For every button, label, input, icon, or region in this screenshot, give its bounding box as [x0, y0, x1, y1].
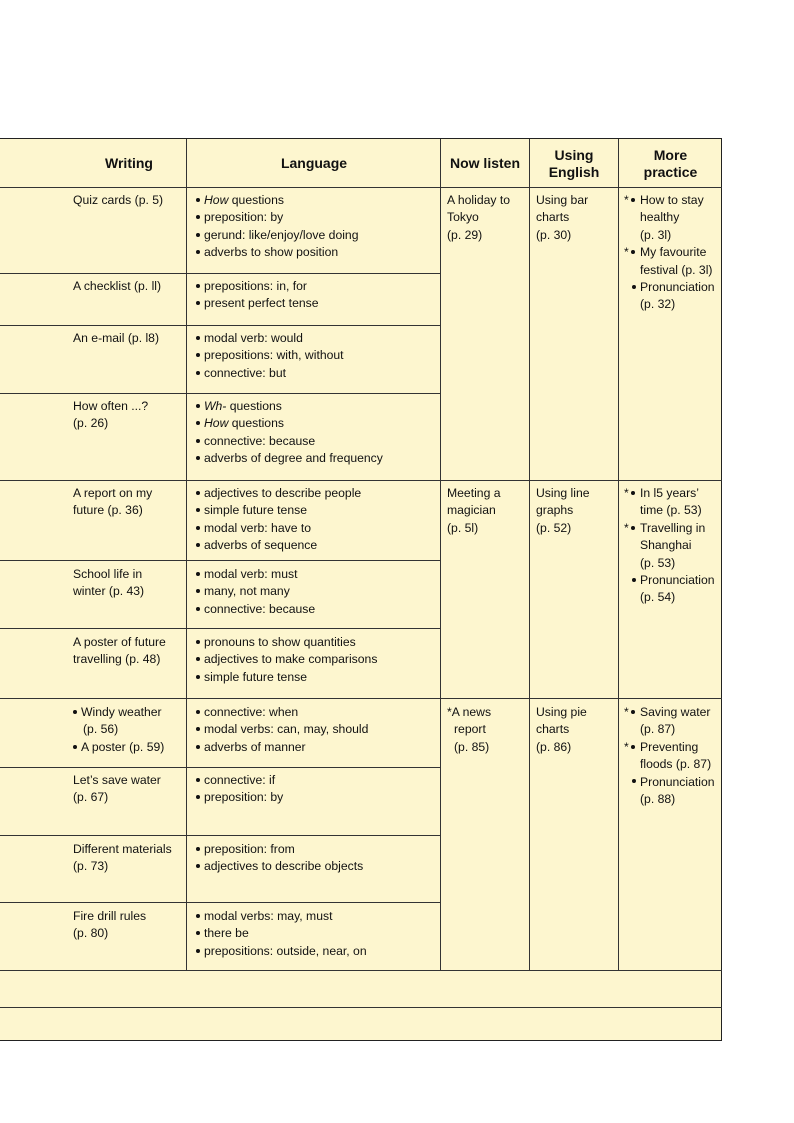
more-practice-text: (p. 3l): [640, 227, 672, 242]
more-practice-text: Pronunciation: [640, 774, 715, 789]
bullet-icon: [196, 421, 200, 425]
col-divider: [618, 139, 619, 971]
bullet-icon: [631, 710, 635, 714]
bullet-icon: [196, 795, 200, 799]
language-text: adverbs of degree and frequency: [204, 451, 383, 466]
more-practice-text: How to stay: [640, 193, 704, 207]
writing-text: travelling (p. 48): [73, 652, 161, 667]
writing-text: Windy weather: [81, 705, 162, 719]
writing-text: A checklist (p. ll): [73, 279, 162, 293]
header-more-practice: More practice: [643, 147, 698, 180]
bullet-icon: [196, 284, 200, 288]
bullet-icon: [196, 778, 200, 782]
writing-cell: [73, 772, 161, 807]
now-listen-cell: [447, 192, 510, 244]
bullet-icon: [196, 198, 200, 202]
language-text: connective: when: [204, 705, 299, 719]
more-practice-text: Travelling in: [640, 520, 706, 535]
more-practice-cell: [624, 192, 715, 314]
using-english-cell: [536, 485, 590, 537]
language-text: adverbs of sequence: [204, 538, 318, 553]
now-listen-text: Tokyo: [447, 210, 479, 225]
now-listen-text: Meeting a: [447, 486, 501, 500]
bullet-icon: [196, 508, 200, 512]
language-text: present perfect tense: [204, 296, 319, 311]
bullet-icon: [196, 847, 200, 851]
bullet-icon: [196, 456, 200, 460]
bullet-icon: [196, 745, 200, 749]
italic-word: Wh-: [204, 399, 227, 413]
row-divider: [0, 902, 441, 903]
language-text: connective: but: [204, 365, 286, 380]
more-practice-text: Pronunciation: [640, 280, 715, 295]
more-practice-text: Saving water: [640, 705, 711, 719]
writing-text: A poster of future: [73, 635, 166, 649]
italic-word: How: [204, 416, 229, 431]
using-english-text: charts: [536, 210, 570, 225]
writing-cell: [73, 330, 159, 347]
header-language: Language: [280, 155, 348, 171]
language-text: questions: [226, 399, 282, 413]
bullet-icon: [196, 914, 200, 918]
writing-text: (p. 80): [73, 926, 109, 941]
italic-word: How: [204, 193, 229, 207]
writing-cell: [73, 278, 161, 295]
row-divider: [0, 835, 441, 836]
writing-text: (p. 67): [73, 790, 109, 805]
writing-text: Let’s save water: [73, 773, 161, 787]
row-divider: [0, 480, 722, 481]
more-practice-text: healthy: [640, 210, 680, 225]
writing-cell: [73, 566, 144, 601]
language-text: modal verbs: can, may, should: [204, 722, 369, 737]
using-english-text: (p. 30): [536, 227, 572, 242]
more-practice-text: floods (p. 87): [640, 757, 712, 772]
more-practice-text: (p. 54): [640, 590, 676, 605]
writing-cell: [73, 398, 148, 433]
language-text: simple future tense: [204, 669, 307, 684]
language-text: prepositions: with, without: [204, 348, 344, 363]
bullet-icon: [196, 931, 200, 935]
bullet-icon: [196, 301, 200, 305]
bullet-icon: [631, 526, 635, 530]
row-divider: [0, 325, 441, 326]
writing-text: School life in: [73, 567, 143, 581]
language-cell: [196, 278, 319, 313]
bullet-icon: [632, 285, 636, 289]
writing-cell: [73, 192, 163, 209]
language-cell: [196, 908, 367, 960]
more-practice-text: festival (p. 3l): [640, 262, 713, 277]
language-text: many, not many: [204, 584, 290, 599]
language-text: preposition: from: [204, 842, 295, 856]
now-listen-text: A holiday to: [447, 193, 511, 207]
language-cell: [196, 485, 361, 555]
language-text: questions: [228, 416, 284, 431]
language-text: adverbs to show position: [204, 245, 339, 260]
writing-text: How often ...?: [73, 399, 149, 413]
more-practice-text: Shanghai: [640, 538, 692, 553]
more-practice-text: (p. 88): [640, 792, 676, 807]
language-text: questions: [228, 193, 284, 207]
using-english-text: graphs: [536, 503, 574, 518]
star-marker: *: [624, 739, 629, 754]
bullet-icon: [73, 745, 77, 749]
star-marker: *: [624, 486, 629, 500]
bullet-icon: [632, 578, 636, 582]
writing-text: winter (p. 43): [73, 584, 145, 599]
language-cell: [196, 330, 344, 382]
more-practice-text: Pronunciation: [640, 573, 715, 588]
header-using-english: Using English: [548, 147, 600, 180]
language-text: preposition: by: [204, 790, 284, 805]
bullet-icon: [196, 526, 200, 530]
writing-cell: [73, 704, 164, 756]
using-english-text: (p. 52): [536, 520, 572, 535]
writing-text: Fire drill rules: [73, 909, 147, 923]
writing-text: A report on my: [73, 486, 153, 500]
more-practice-text: (p. 53): [640, 555, 676, 570]
bullet-icon: [196, 439, 200, 443]
row-divider: [0, 628, 441, 629]
language-text: adjectives to describe people: [204, 486, 362, 500]
language-text: gerund: like/enjoy/love doing: [204, 227, 359, 242]
bullet-icon: [196, 336, 200, 340]
language-cell: [196, 398, 383, 468]
bullet-icon: [196, 215, 200, 219]
bullet-icon: [196, 675, 200, 679]
bullet-icon: [196, 949, 200, 953]
language-text: prepositions: outside, near, on: [204, 943, 367, 958]
more-practice-text: (p. 87): [640, 722, 676, 737]
col-divider: [440, 139, 441, 971]
star-marker: *: [624, 520, 629, 535]
star-marker: *: [624, 705, 629, 719]
language-cell: [196, 704, 368, 756]
now-listen-text: magician: [447, 503, 496, 518]
bullet-icon: [196, 727, 200, 731]
language-text: preposition: by: [204, 210, 284, 225]
writing-text: (p. 73): [73, 859, 109, 874]
bullet-icon: [631, 250, 635, 254]
row-divider: [0, 393, 441, 394]
language-cell: [196, 772, 283, 807]
col-divider: [529, 139, 530, 971]
bullet-icon: [631, 745, 635, 749]
now-listen-cell: [447, 485, 501, 537]
bullet-icon: [196, 543, 200, 547]
language-text: modal verb: have to: [204, 520, 312, 535]
language-text: connective: if: [204, 773, 276, 787]
bullet-icon: [196, 640, 200, 644]
col-divider: [186, 139, 187, 971]
row-divider: [0, 1007, 722, 1008]
language-text: connective: because: [204, 433, 316, 448]
writing-cell: [73, 841, 172, 876]
bullet-icon: [631, 198, 635, 202]
writing-text: Quiz cards (p. 5): [73, 193, 164, 207]
row-divider: [0, 560, 441, 561]
more-practice-text: (p. 32): [640, 297, 676, 312]
row-divider: [0, 187, 722, 188]
now-listen-text: (p. 29): [447, 227, 483, 242]
language-text: adjectives to make comparisons: [204, 652, 378, 667]
bullet-icon: [196, 353, 200, 357]
writing-cell: [73, 485, 152, 520]
language-cell: [196, 192, 358, 262]
more-practice-cell: [624, 485, 715, 607]
more-practice-cell: [624, 704, 715, 808]
language-cell: [196, 841, 363, 876]
language-text: prepositions: in, for: [204, 279, 307, 293]
now-listen-cell: [447, 704, 491, 756]
bullet-icon: [196, 250, 200, 254]
bullet-icon: [73, 710, 77, 714]
row-divider: [0, 273, 441, 274]
now-listen-text: report: [454, 722, 486, 737]
language-text: connective: because: [204, 601, 316, 616]
star-marker: *: [624, 193, 629, 207]
writing-cell: [73, 634, 166, 669]
using-english-text: (p. 86): [536, 739, 572, 754]
bullet-icon: [196, 864, 200, 868]
language-cell: [196, 566, 315, 618]
writing-text: (p. 56): [83, 722, 119, 737]
using-english-cell: [536, 704, 587, 756]
language-text: modal verb: would: [204, 331, 303, 345]
language-text: adjectives to describe objects: [204, 859, 364, 874]
star-marker: *: [624, 245, 629, 260]
header-now-listen: Now listen: [449, 155, 520, 171]
language-text: simple future tense: [204, 503, 307, 518]
using-english-text: Using pie: [536, 705, 587, 719]
bullet-icon: [196, 371, 200, 375]
row-divider: [0, 970, 722, 971]
bullet-icon: [196, 233, 200, 237]
bullet-icon: [196, 404, 200, 408]
using-english-text: Using bar: [536, 193, 589, 207]
contents-table: [0, 138, 722, 1041]
writing-text: Different materials: [73, 842, 172, 856]
language-cell: [196, 634, 377, 686]
language-text: pronouns to show quantities: [204, 635, 356, 649]
bullet-icon: [196, 607, 200, 611]
bullet-icon: [632, 779, 636, 783]
now-listen-text: (p. 5l): [447, 520, 479, 535]
row-divider: [0, 767, 441, 768]
using-english-text: charts: [536, 722, 570, 737]
bullet-icon: [196, 710, 200, 714]
using-english-cell: [536, 192, 588, 244]
language-text: modal verb: must: [204, 567, 298, 581]
writing-text: future (p. 36): [73, 503, 143, 518]
bullet-icon: [196, 491, 200, 495]
language-text: modal verbs: may, must: [204, 909, 333, 923]
writing-text: A poster (p. 59): [81, 739, 165, 754]
now-listen-text: (p. 85): [454, 739, 490, 754]
writing-text: (p. 26): [73, 416, 109, 431]
bullet-icon: [196, 589, 200, 593]
more-practice-text: Preventing: [640, 739, 699, 754]
writing-cell: [73, 908, 146, 943]
bullet-icon: [196, 657, 200, 661]
more-practice-text: time (p. 53): [640, 503, 702, 518]
row-divider: [0, 698, 722, 699]
more-practice-text: My favourite: [640, 245, 707, 260]
language-text: adverbs of manner: [204, 739, 306, 754]
writing-text: An e-mail (p. l8): [73, 331, 160, 345]
now-listen-text: *A news: [447, 705, 492, 719]
language-text: there be: [204, 926, 249, 941]
bullet-icon: [631, 491, 635, 495]
using-english-text: Using line: [536, 486, 590, 500]
header-writing: Writing: [105, 155, 153, 171]
bullet-icon: [196, 572, 200, 576]
more-practice-text: In l5 years’: [640, 486, 699, 500]
